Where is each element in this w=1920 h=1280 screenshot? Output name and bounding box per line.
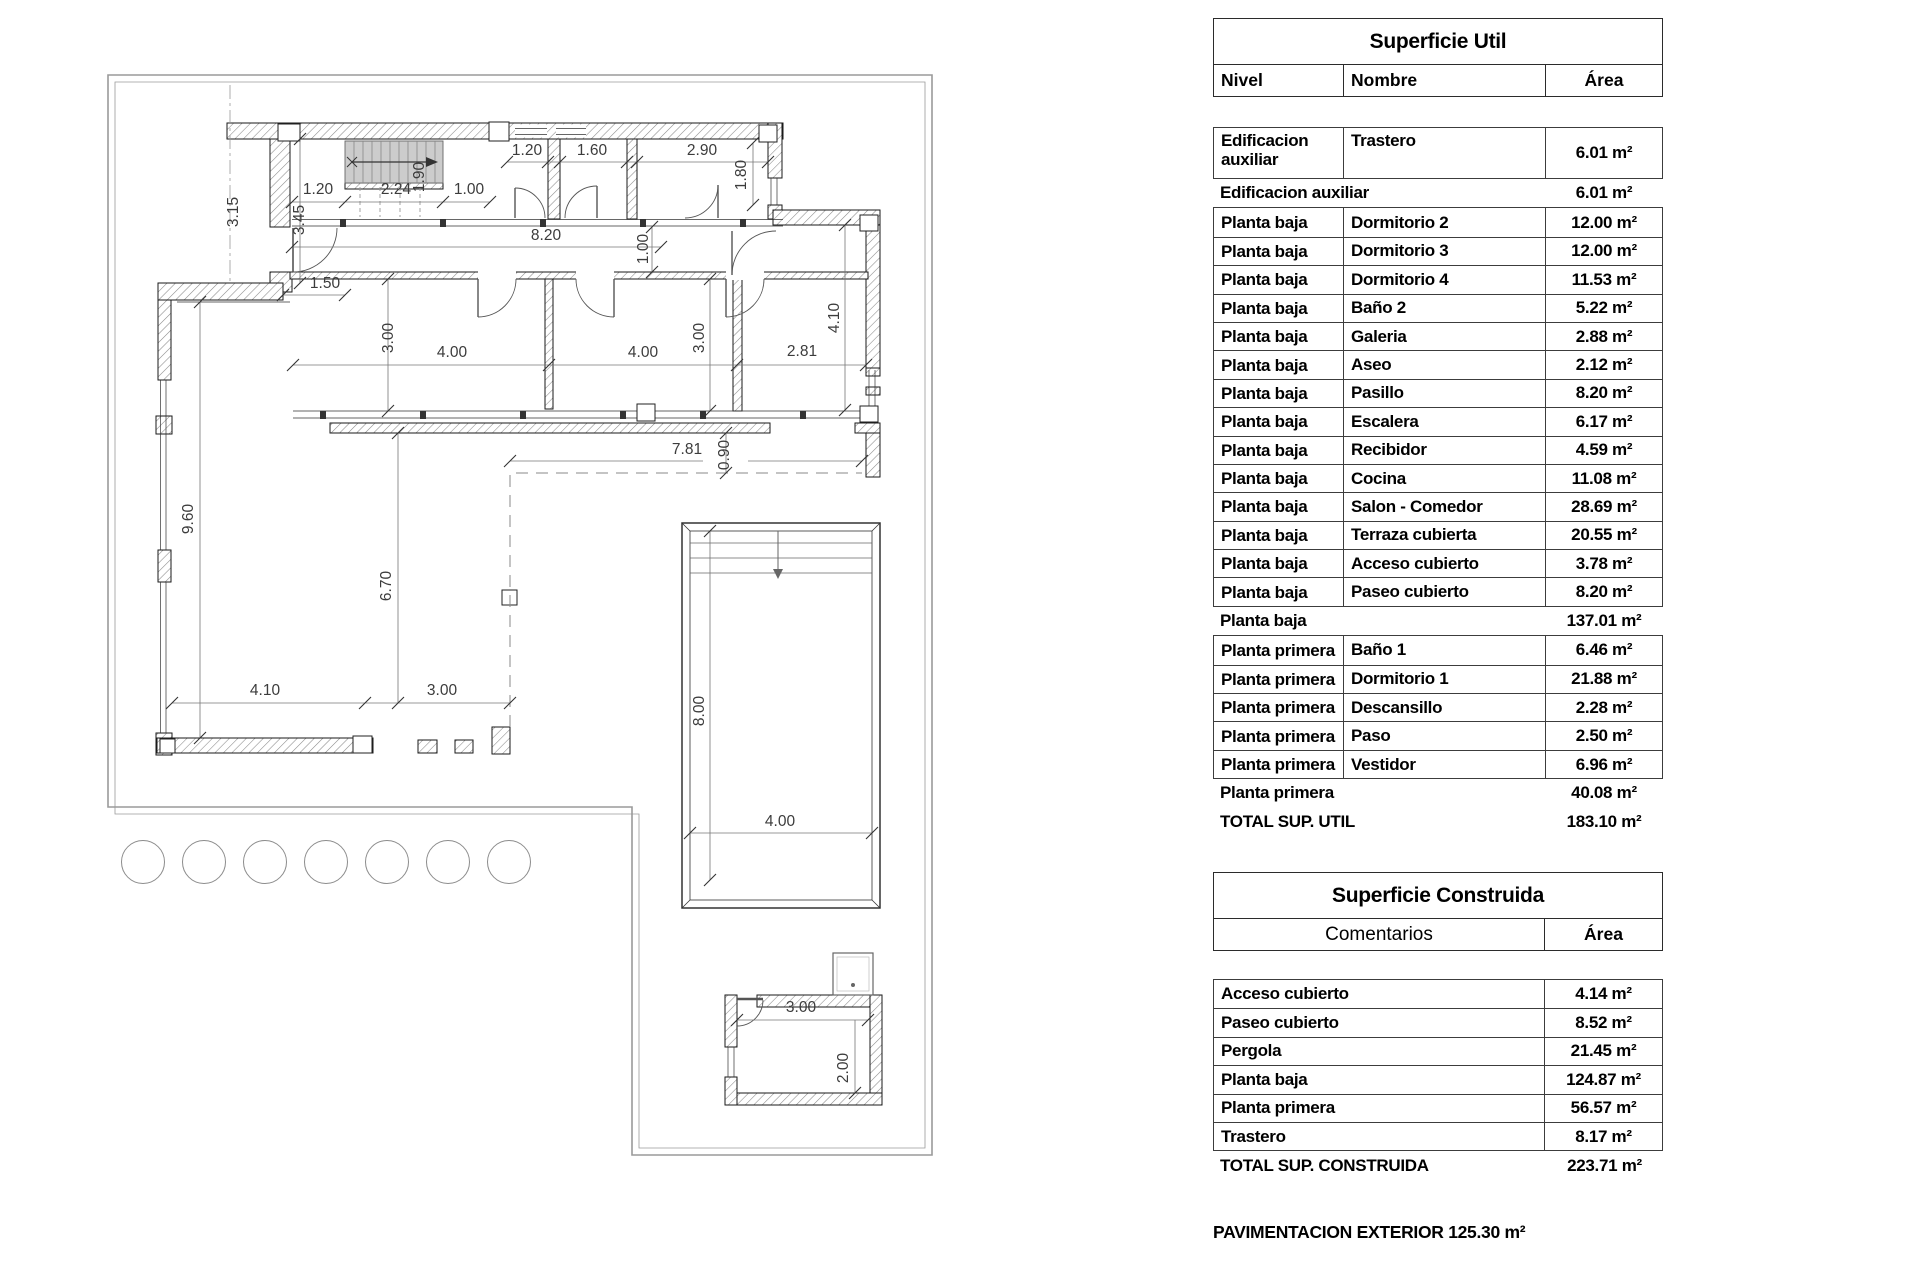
column-header-comentarios: Comentarios: [1214, 919, 1545, 950]
nivel-cell: Planta baja: [1214, 323, 1344, 350]
comentario-cell: Paseo cubierto: [1214, 1009, 1545, 1036]
area-cell: 223.71 m²: [1567, 1155, 1642, 1175]
nivel-cell: Planta baja: [1214, 266, 1344, 293]
area-cell: 2.28 m²: [1575, 697, 1633, 717]
area-cell: 6.17 m²: [1575, 411, 1633, 431]
nivel-cell: Planta baja: [1214, 465, 1344, 492]
total-row: [1213, 808, 1663, 836]
nombre-cell: Aseo: [1344, 351, 1546, 378]
table-row: [1214, 322, 1662, 350]
nombre-cell: Trastero: [1344, 128, 1546, 178]
nivel-cell: Planta primera: [1214, 666, 1344, 693]
column-header-nombre: Nombre: [1344, 65, 1546, 96]
area-cell: 183.10 m²: [1566, 811, 1642, 831]
plant-circle: [305, 841, 348, 884]
nivel-cell: Planta baja: [1214, 493, 1344, 520]
nivel-cell: Planta baja: [1214, 522, 1344, 549]
comentario-cell: Pergola: [1214, 1038, 1545, 1065]
area-cell: 8.52 m²: [1575, 1013, 1632, 1033]
area-cell: 5.22 m²: [1575, 298, 1633, 318]
swimming-pool: [682, 523, 880, 908]
dimension-label: 0.90: [716, 439, 733, 471]
dimension-label: 1.20: [511, 142, 543, 159]
table-row: [1214, 549, 1662, 577]
dimension-label: 3.15: [225, 196, 242, 228]
nombre-cell: Galeria: [1344, 323, 1546, 350]
dimension-label: 4.00: [764, 813, 796, 830]
dimension-label: 9.60: [180, 503, 197, 535]
row-label: TOTAL SUP. UTIL: [1220, 811, 1355, 831]
area-cell: 2.50 m²: [1575, 726, 1633, 746]
comentario-cell: Planta baja: [1214, 1066, 1545, 1093]
table-row: [1214, 980, 1662, 1008]
dimension-label: 8.00: [691, 695, 708, 727]
row-label: Edificacion auxiliar: [1220, 183, 1369, 203]
table-row: [1214, 237, 1662, 265]
plant-circle: [427, 841, 470, 884]
nombre-cell: Paso: [1344, 722, 1546, 749]
nombre-cell: Cocina: [1344, 465, 1546, 492]
table-row: [1214, 750, 1662, 778]
area-cell: 124.87 m²: [1566, 1069, 1641, 1089]
dimension-label: 1.60: [576, 142, 608, 159]
auxiliary-building: [833, 953, 873, 995]
area-cell: 3.78 m²: [1575, 553, 1633, 573]
nivel-cell: Planta primera: [1214, 694, 1344, 721]
row-label: Planta baja: [1220, 611, 1307, 631]
nivel-cell: Planta baja: [1214, 295, 1344, 322]
dimension-label: 4.10: [249, 682, 281, 699]
area-cell: 12.00 m²: [1571, 212, 1637, 232]
area-cell: 4.59 m²: [1575, 440, 1633, 460]
superficie-util-table: [1213, 18, 1663, 836]
comentario-cell: Trastero: [1214, 1123, 1545, 1150]
table-row: [1214, 294, 1662, 322]
total-row: [1213, 1151, 1663, 1179]
pavimentacion-exterior-note: PAVIMENTACION EXTERIOR 125.30 m²: [1213, 1222, 1526, 1242]
nivel-cell: Planta baja: [1214, 208, 1344, 236]
dimension-label: 1.80: [733, 159, 750, 191]
area-cell: 8.17 m²: [1575, 1126, 1632, 1146]
area-cell: 40.08 m²: [1571, 783, 1637, 803]
superficie-construida-table: [1213, 872, 1663, 1180]
dimension-label: 1.00: [453, 181, 485, 198]
nombre-cell: Dormitorio 1: [1344, 666, 1546, 693]
dimension-label: 7.81: [671, 441, 703, 458]
dimension-label: 1.20: [302, 181, 334, 198]
nombre-cell: Dormitorio 4: [1344, 266, 1546, 293]
column-header-nivel: Nivel: [1214, 65, 1344, 96]
dimension-label: 4.00: [436, 344, 468, 361]
nombre-cell: Recibidor: [1344, 437, 1546, 464]
nivel-cell: Planta primera: [1214, 722, 1344, 749]
dimension-label: 2.90: [686, 142, 718, 159]
table-row: [1214, 407, 1662, 435]
plant-circle: [244, 841, 287, 884]
table-row: [1214, 350, 1662, 378]
table-row: [1214, 1094, 1662, 1122]
plant-circle: [488, 841, 531, 884]
area-cell: 8.20 m²: [1575, 383, 1633, 403]
subtotal-row: [1213, 179, 1663, 207]
drain-dot: [851, 983, 855, 987]
dimension-label: 4.00: [627, 344, 659, 361]
area-cell: 21.45 m²: [1570, 1041, 1637, 1061]
table-row: [1214, 693, 1662, 721]
nombre-cell: Dormitorio 3: [1344, 238, 1546, 265]
dimension-label: 2.00: [835, 1052, 852, 1084]
table-row: [1214, 492, 1662, 520]
nombre-cell: Salon - Comedor: [1344, 493, 1546, 520]
nombre-cell: Baño 1: [1344, 636, 1546, 664]
nombre-cell: Paseo cubierto: [1344, 578, 1546, 605]
table-row: [1214, 379, 1662, 407]
dimension-label: 2.81: [786, 343, 818, 360]
nivel-cell: Planta baja: [1214, 380, 1344, 407]
table-row: [1214, 577, 1662, 605]
comentario-cell: Planta primera: [1214, 1095, 1545, 1122]
nombre-cell: Acceso cubierto: [1344, 550, 1546, 577]
table-row: [1214, 1037, 1662, 1065]
area-cell: 137.01 m²: [1566, 611, 1642, 631]
plant-circle: [183, 841, 226, 884]
nombre-cell: Terraza cubierta: [1344, 522, 1546, 549]
dimension-label: 1.00: [635, 233, 652, 265]
comentario-cell: TOTAL SUP. CONSTRUIDA: [1220, 1155, 1429, 1175]
row-label: Planta primera: [1220, 783, 1334, 803]
table-row: [1214, 1065, 1662, 1093]
area-cell: 8.20 m²: [1575, 582, 1633, 602]
dimension-label: 8.20: [530, 227, 562, 244]
nivel-cell: Edificacion auxiliar: [1214, 128, 1344, 178]
dimension-label: 2.24: [380, 181, 412, 198]
dimension-label: 3.45: [291, 204, 308, 236]
nivel-cell: Planta primera: [1214, 636, 1344, 664]
area-cell: 6.96 m²: [1575, 754, 1633, 774]
nivel-cell: Planta baja: [1214, 238, 1344, 265]
table-row: [1214, 1122, 1662, 1150]
nivel-cell: Planta baja: [1214, 550, 1344, 577]
table-row: [1214, 1008, 1662, 1036]
table-row: [1214, 265, 1662, 293]
nombre-cell: Escalera: [1344, 408, 1546, 435]
nombre-cell: Dormitorio 2: [1344, 208, 1546, 236]
plant-circle: [122, 841, 165, 884]
dimension-label: 3.00: [426, 682, 458, 699]
column-header-area: Área: [1584, 924, 1623, 944]
nombre-cell: Pasillo: [1344, 380, 1546, 407]
area-cell: 21.88 m²: [1571, 669, 1637, 689]
table-row: [1214, 665, 1662, 693]
nivel-cell: Planta baja: [1214, 351, 1344, 378]
nivel-cell: Planta primera: [1214, 751, 1344, 778]
area-cell: 6.01 m²: [1575, 143, 1633, 162]
table-row: [1214, 436, 1662, 464]
dimension-label: 1.90: [411, 161, 428, 193]
area-cell: 6.46 m²: [1575, 640, 1633, 660]
dimension-label: 3.00: [691, 322, 708, 354]
shower-tray: [833, 953, 873, 995]
subtotal-row: [1213, 607, 1663, 635]
dimension-label: 3.00: [380, 322, 397, 354]
nombre-cell: Baño 2: [1344, 295, 1546, 322]
dimension-label: 3.00: [785, 999, 817, 1016]
area-cell: 6.01 m²: [1575, 183, 1633, 203]
area-cell: 2.88 m²: [1575, 326, 1633, 346]
table-row: [1214, 721, 1662, 749]
nombre-cell: Vestidor: [1344, 751, 1546, 778]
table-title: Superficie Construida: [1332, 883, 1544, 907]
area-cell: 11.53 m²: [1571, 269, 1637, 289]
landscape-circles: [122, 841, 531, 884]
comentario-cell: Acceso cubierto: [1214, 980, 1545, 1008]
table-row: [1214, 464, 1662, 492]
subtotal-row: [1213, 779, 1663, 807]
table-row: [1214, 208, 1662, 236]
dimension-label: 1.50: [309, 275, 341, 292]
nivel-cell: Planta baja: [1214, 408, 1344, 435]
area-cell: 11.08 m²: [1571, 468, 1637, 488]
column-header-area: Área: [1584, 70, 1624, 90]
dimension-label: 6.70: [378, 570, 395, 602]
area-cell: 28.69 m²: [1571, 496, 1637, 516]
staircase: [345, 141, 443, 217]
area-cell: 56.57 m²: [1570, 1098, 1637, 1118]
nivel-cell: Planta baja: [1214, 437, 1344, 464]
table-title: Superficie Util: [1369, 29, 1507, 53]
area-cell: 4.14 m²: [1575, 984, 1632, 1004]
area-cell: 20.55 m²: [1571, 525, 1637, 545]
nivel-cell: Planta baja: [1214, 578, 1344, 605]
dimension-label: 4.10: [826, 302, 843, 334]
table-row: [1214, 521, 1662, 549]
table-row: [1214, 636, 1662, 664]
area-cell: 12.00 m²: [1571, 241, 1637, 261]
plant-circle: [366, 841, 409, 884]
table-row: [1214, 128, 1662, 178]
area-cell: 2.12 m²: [1575, 355, 1633, 375]
nombre-cell: Descansillo: [1344, 694, 1546, 721]
